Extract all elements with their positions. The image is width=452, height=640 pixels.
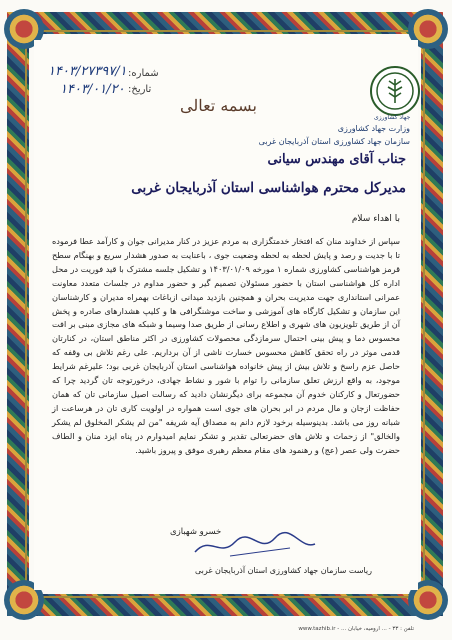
date-value: ۱۴۰۳/۰۱/۲۰: [60, 82, 125, 97]
body-paragraph: سپاس از خداوند منان که افتخار خدمتگزاری به مردم عزیز در کنار مدیرانی جوان و کارآمد عطا فرموده تا با جدیت و رصد و پایش لحظه به لحظه وضعیت جوی ، باعنایت به صدور هشدار سریع و بهنگام سطح قرمز هواشناسی کشاورزی شماره ۱ مورخه ۱۴۰۳/۰۱/۰۹ و تشکیل جلسه مشترک با قید فوریت در محل اداره کل هواشناسی استان با حضور مسئولان تصمیم گیر و حضور مداوم در جلسات متعدد معاونت عمرانی استانداری جهت مدیریت بحران و همچنین بازدید میدانی ازباغات بهمراه مدیران و کارشناسان این سازمان و تشکیل کارگاه های آموزشی و ساخت موشنگرافی ها و کلیپ هشدارهای صادره و پخش آن از طریق تلویزیون های شهری و اطلاع رسانی از طریق صدا وسیما و شبکه های مجازی مبنی بر افت محسوس دما و پیش بینی احتمال سرمازدگی محصولات کشاورزی در اکثر مناطق استان، در کنارتان قدمی موثر در راه تحقق کاهش محسوس خسارت ناشی از آن برداریم. علی رغم تلاش بی وقفه که حاصل عزم راسخ و تلاش بیش از پیش خانواده هواشناسی استان آذربایجان غربی بود؛ علیرغم شرایط موجود، به واقع ارزش تعلق سازمانی را توام با شور و نشاط جهادی، درخورتوجه تان گردید چرا که حضورتعال و کارکنان خدوم آن مجموعه برای دیگرنشان دادید که رسالت اصیل سازمانی تان که همان حفاظت ازجان و مال مردم در ابر بحران های جوی است همواره در اولویت کاری تان در هرساعت از شبانه روز می باشد. بدینوسیله برخود لازم دانم به مصداق آیه شریفه "من لم یشکر المخلوق لم یشکر والخالق" از زحمات و تلاش های حضرتعالی تقدیر و تشکر نمایم امیدوارم در پناه ایزد منان و الطاف حضرت ولی عصر (عج) و رهنمود های مقام معظم رهبری موفق و پیروز باشید.: [52, 236, 401, 455]
recipient-name: جناب آقای مهندس سیانی: [267, 152, 406, 167]
letter-body: [52, 235, 400, 458]
footer-contact: تلفن : ۳۳ - ... ارومیه، خیابان ... - www.tazhib.ir: [298, 626, 414, 632]
signer-name: خسرو شهبازی: [170, 527, 222, 537]
jahad-logo: [370, 66, 420, 116]
logo-caption: جهاد کشاورزی: [374, 114, 411, 121]
org-line-1: وزارت جهاد کشاورزی: [337, 124, 410, 133]
date-label: تاریخ:: [128, 84, 152, 95]
bismillah-heading: بسمه تعالی: [180, 96, 257, 115]
number-value: ۱۴۰۳/۲۷۳۹۷/۱: [48, 64, 127, 79]
wheat-emblem-icon: [375, 71, 415, 111]
org-line-2: سازمان جهاد کشاورزی استان آذربایجان غربی: [258, 137, 410, 146]
greeting: با اهداء سلام: [351, 214, 400, 224]
number-label: شماره:: [128, 68, 159, 79]
recipient-title: مدیرکل محترم هواشناسی استان آذربایجان غربی: [131, 180, 406, 196]
signer-title: ریاست سازمان جهاد کشاورزی استان آذربایجان غربی: [195, 566, 372, 575]
